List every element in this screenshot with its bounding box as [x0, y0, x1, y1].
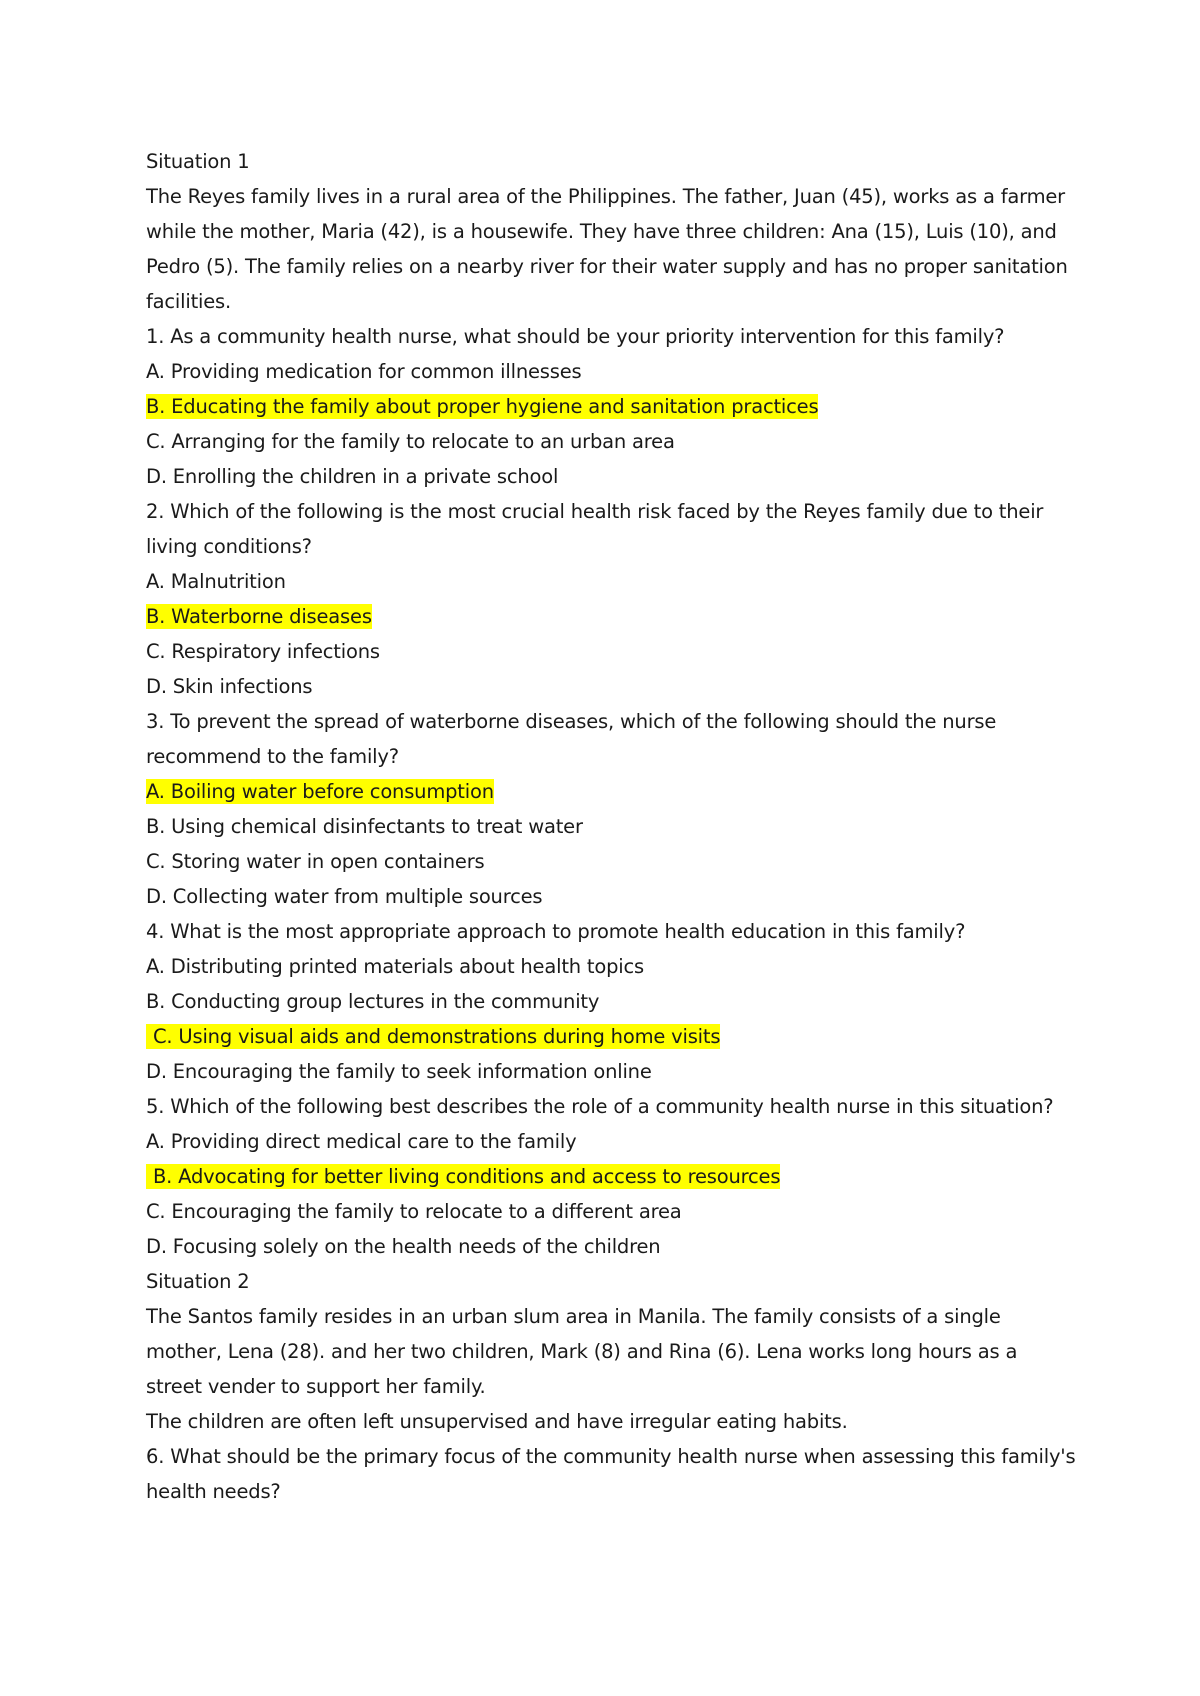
- situation-2-text: The Santos family resides in an urban slum area in Manila. The family consists of a single mother, Lena (28). and her two children, Mark (8) and Rina (6). Lena works long hours as a street vender to support her family.: [146, 1305, 1018, 1398]
- q2-option-b-line: [146, 599, 1076, 634]
- q1-option-d: D. Enrolling the children in a private school: [146, 465, 559, 488]
- q4-option-d: D. Encouraging the family to seek information online: [146, 1060, 652, 1083]
- q2-option-d: D. Skin infections: [146, 675, 313, 698]
- q3-option-c: C. Storing water in open containers: [146, 850, 485, 873]
- question-3: 3. To prevent the spread of waterborne diseases, which of the following should the nurse recommend to the family?: [146, 710, 997, 768]
- question-1: 1. As a community health nurse, what should be your priority intervention for this family?: [146, 325, 1005, 348]
- q4-option-c-highlighted: C. Using visual aids and demonstrations during home visits: [146, 1024, 720, 1049]
- q5-option-b-line: [146, 1159, 1076, 1194]
- q5-option-d: D. Focusing solely on the health needs of the children: [146, 1235, 661, 1258]
- question-5: 5. Which of the following best describes the role of a community health nurse in this situation?: [146, 1095, 1054, 1118]
- q5-option-b-highlighted: B. Advocating for better living conditions and access to resources: [146, 1164, 780, 1189]
- document-page: [146, 144, 1076, 1509]
- q5-option-c: C. Encouraging the family to relocate to a different area: [146, 1200, 682, 1223]
- situation-2-text-2: The children are often left unsupervised and have irregular eating habits.: [146, 1410, 848, 1433]
- q3-option-b: B. Using chemical disinfectants to treat water: [146, 815, 583, 838]
- q4-option-c-line: [146, 1019, 1076, 1054]
- question-6: 6. What should be the primary focus of the community health nurse when assessing this family's health needs?: [146, 1445, 1076, 1503]
- question-2: 2. Which of the following is the most crucial health risk faced by the Reyes family due to their living conditions?: [146, 500, 1044, 558]
- question-4: 4. What is the most appropriate approach to promote health education in this family?: [146, 920, 966, 943]
- q4-option-b: B. Conducting group lectures in the community: [146, 990, 600, 1013]
- situation-2-heading: Situation 2: [146, 1270, 250, 1293]
- situation-1-text: The Reyes family lives in a rural area of the Philippines. The father, Juan (45), works as a farmer while the mother, Maria (42), is a housewife. They have three children: Ana (15), Luis (10), and Pedro (5). The family relies on a nearby river for their water supply and has no proper sanitation facilities.: [146, 185, 1068, 313]
- q1-option-b-highlighted: B. Educating the family about proper hygiene and sanitation practices: [146, 395, 819, 418]
- q2-option-a: A. Malnutrition: [146, 570, 286, 593]
- q1-option-c: C. Arranging for the family to relocate to an urban area: [146, 430, 675, 453]
- situation-1-heading: Situation 1: [146, 150, 250, 173]
- q2-option-b-highlighted: B. Waterborne diseases: [146, 605, 372, 628]
- q1-option-a: A. Providing medication for common illnesses: [146, 360, 582, 383]
- q2-option-c: C. Respiratory infections: [146, 640, 380, 663]
- q3-option-a-line: [146, 774, 1076, 809]
- q3-option-d: D. Collecting water from multiple sources: [146, 885, 543, 908]
- q4-option-a: A. Distributing printed materials about health topics: [146, 955, 644, 978]
- q3-option-a-highlighted: A. Boiling water before consumption: [146, 780, 494, 803]
- q1-option-b-line: [146, 389, 1076, 424]
- q5-option-a: A. Providing direct medical care to the family: [146, 1130, 577, 1153]
